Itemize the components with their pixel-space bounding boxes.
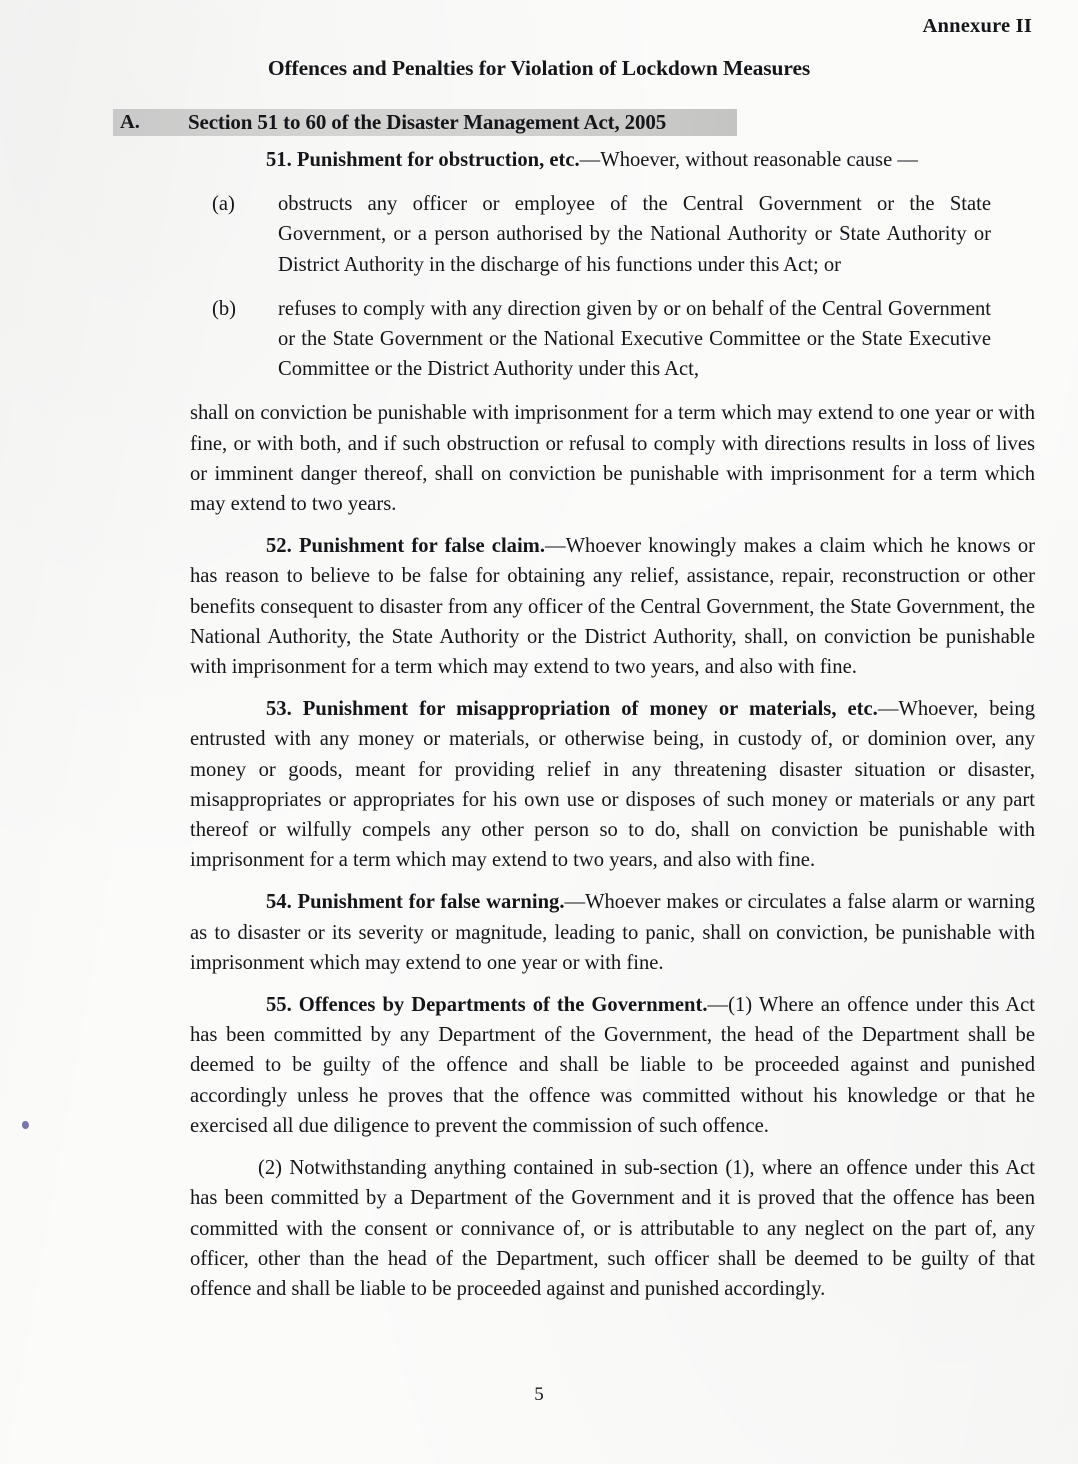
clause-55-sub1-text: —(1) Where an offence under this Act has been committed by any Department of the Government, the head of the Department shall be deemed to be guilty of the offence and shall be liable to be proceeded against and punished accordingly unless he proves that the offence was committed without his knowledge or that he exercised all due diligence to prevent the commission of such offence. <box>190 994 1035 1137</box>
page-number: 5 <box>534 1384 544 1405</box>
clause-55-runhead: 55. Offences by Departments of the Government. <box>266 994 708 1017</box>
clause-52-text: —Whoever knowingly makes a claim which he knows or has reason to believe to be false for obtaining any relief, assistance, repair, reconstruction or other benefits consequent to disaster from any officer of the Central Government, the State Government, the National Authority, the State Authority or the District Authority, shall, on conviction be punishable with imprisonment for a term which may extend to two years, and also with fine. <box>190 535 1035 679</box>
clause-55-sub1 <box>190 990 1035 1141</box>
clause-52-runhead: 52. Punishment for false claim. <box>266 535 545 558</box>
paragraph-gap <box>190 978 1035 990</box>
list-text-a: obstructs any officer or employee of the Central Government or the State Government, or a person authorised by the National Authority or State Authority or District Authority in the discharge of his functions under this Act; or <box>278 193 991 276</box>
clause-51-leadin: —Whoever, without reasonable cause — <box>579 149 918 171</box>
clause-54-runhead: 54. Punishment for false warning. <box>266 891 565 914</box>
page-title: Offences and Penalties for Violation of Lockdown Measures <box>267 56 811 80</box>
list-marker-a: (a) <box>212 193 235 216</box>
list-item <box>212 294 991 385</box>
ink-speck-artifact <box>22 1121 29 1129</box>
section-heading: Section 51 to 60 of the Disaster Management Act, 2005 <box>188 110 667 134</box>
list-text-b: refuses to comply with any direction given by or on behalf of the Central Government or the State Government or the National Executive Committee or the State Executive Committee or the District Authority under this Act, <box>278 297 991 381</box>
paragraph-gap <box>190 682 1035 694</box>
annexure-label: Annexure II <box>922 15 1032 37</box>
clause-55-sub2: (2) Notwithstanding anything contained in sub-section (1), where an offence under this Act has been committed by a Department of the Government and it is proved that the offence has been committed with the consent or connivance of, or is attributable to any neglect on the part of, any officer, other than the head of the Department, such officer shall be deemed to be guilty of that offence and shall be liable to be proceeded against and punished accordingly. <box>190 1157 1035 1300</box>
clause-52 <box>190 531 1035 682</box>
paragraph-gap <box>190 519 1035 531</box>
clause-53 <box>190 694 1035 875</box>
clause-51-runhead: 51. Punishment for obstruction, etc. <box>266 149 580 171</box>
clause-53-text: —Whoever, being entrusted with any money or materials, or otherwise being, in custody of, or dominion over, any money or goods, meant for providing relief in any threatening disaster situation or disaster, misappropriates or appropriates for his own use or disposes of such money or materials or any part thereof or wilfully compels any other person so to do, shall on conviction be punishable with imprisonment for a term which may extend to two years, and also with fine. <box>190 698 1036 872</box>
body-content <box>190 145 1035 1304</box>
clause-51-list <box>190 189 1035 384</box>
clause-54-text: —Whoever makes or circulates a false alarm or warning as to disaster or its severity or magnitude, leading to panic, shall on conviction, be punishable with imprisonment which may extend to one year or with fine. <box>190 891 1035 974</box>
clause-53-runhead: 53. Punishment for misappropriation of money or materials, etc. <box>266 698 878 721</box>
list-marker-b: (b) <box>212 297 237 320</box>
paragraph-gap <box>190 1141 1035 1153</box>
clause-51-lead <box>190 145 1035 175</box>
section-letter: A. <box>120 111 140 133</box>
clause-54 <box>190 887 1035 978</box>
list-item <box>212 189 991 280</box>
clause-51-closing: shall on conviction be punishable with imprisonment for a term which may extend to one year or with fine, or with both, and if such obstruction or refusal to comply with directions results in loss of lives or imminent danger thereof, shall on conviction be punishable with imprisonment for a term which may extend to two years. <box>190 402 1035 516</box>
paragraph-gap <box>190 875 1035 887</box>
